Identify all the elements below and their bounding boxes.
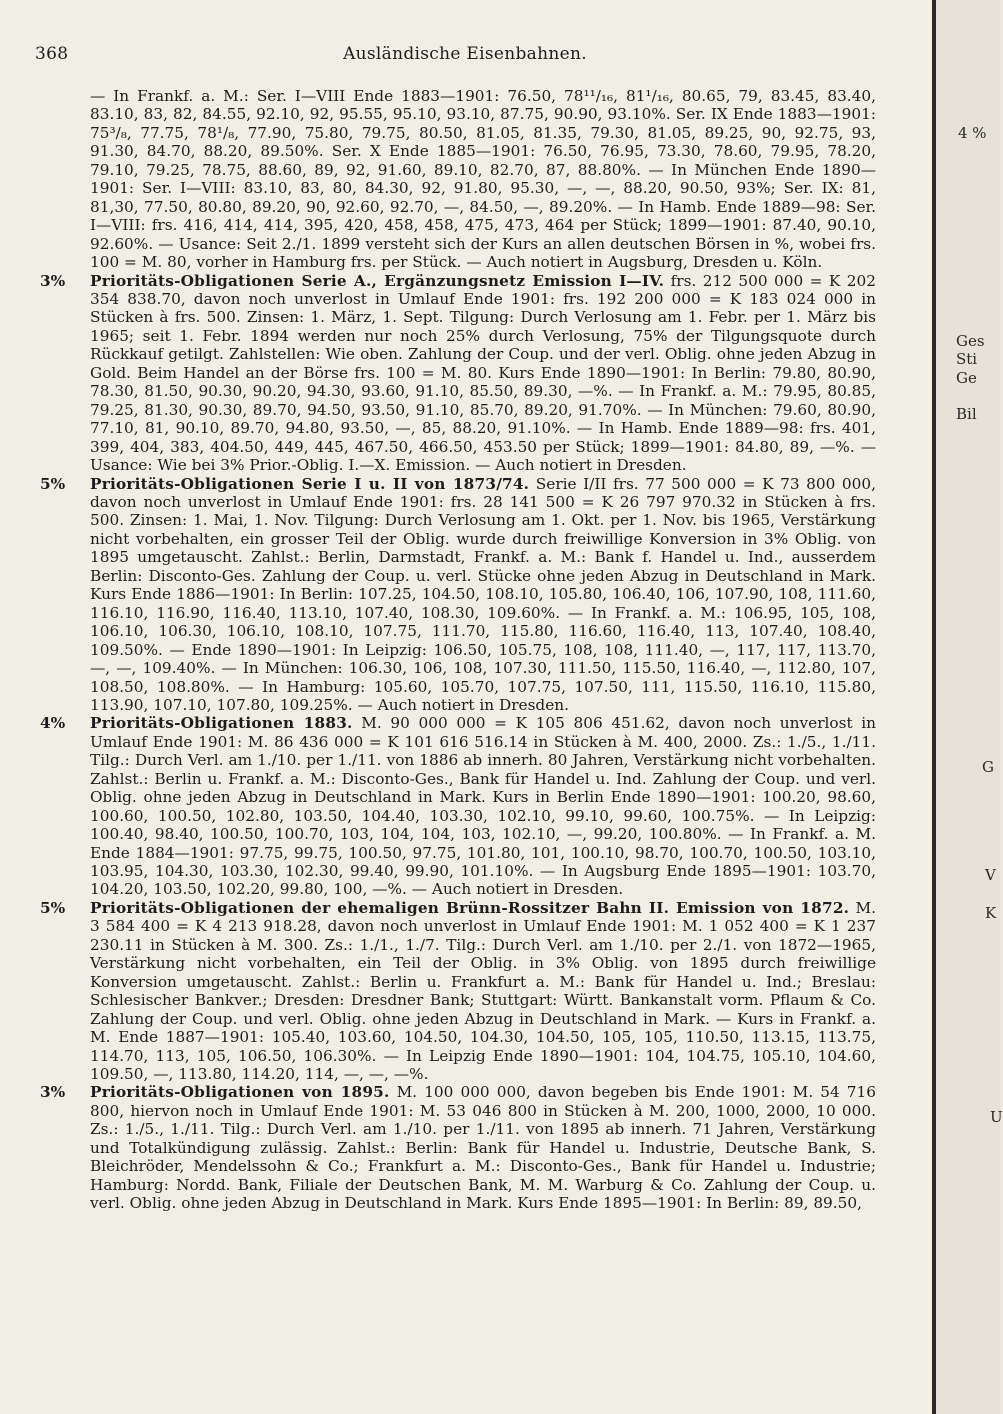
interest-rate: 3% <box>40 271 66 290</box>
margin-fragment: K <box>985 904 997 922</box>
margin-fragment: Bil <box>956 405 977 423</box>
entry-bond-1895 <box>40 1083 876 1212</box>
entry-text: frs. 212 500 000 = K 202 354 838.70, davon noch unverlost in Umlauf Ende 1901: frs. 192 200 000 = K 183 024 000 in Stücken à frs. 500. Zinsen: 1. März, 1. Sept. Tilgung: Durch Verlosung am 1. Febr. per 1. März bis 1965; seit 1. Febr. 1894 werden nur noch 25% durch Verlosung, 75% der Tilgungsquote durch Rückkauf getilgt. Zahlstellen: Wie oben. Zahlung der Coup. und der verl. Oblig. ohne jeden Abzug in Gold. Beim Handel an der Börse frs. 100 = M. 80. Kurs Ende 1890—1901: In Berlin: 79.80, 80.90, 78.30, 81.50, 90.30, 90.20, 94.30, 93.60, 91.10, 85.50, 89.30, —%. — In Frankf. a. M.: 79.95, 80.85, 79.25, 81.30, 90.30, 89.70, 94.50, 93.50, 91.10, 85.70, 89.20, 91.70%. — In München: 79.60, 80.90, 77.10, 81, 90.10, 89.70, 94.80, 93.50, —, 85, 88.20, 91.10%. — In Hamb. Ende 1889—98: frs. 401, 399, 404, 383, 404.50, 449, 445, 467.50, 466.50, 453.50 per Stück; 1899—1901: 84.80, 89, —%. — Usance: Wie bei 3% Prior.-Oblig. I.—X. Emission. — Auch notiert in Dresden. <box>90 271 876 475</box>
entry-text: — In Frankf. a. M.: Ser. I—VIII Ende 1883—1901: 76.50, 78¹¹/₁₆, 81¹/₁₆, 80.65, 79, 83.45, 83.40, 83.10, 83, 82, 84.55, 92.10, 92, 95.55, 95.10, 93.10, 87.75, 90.90, 93.10%. Ser. IX Ende 1883—1901: 75³/₈, 77.75, 78¹/₈, 77.90, 75.80, 79.75, 80.50, 81.05, 81.35, 79.30, 81.05, 89.25, 90, 92.75, 93, 91.30, 84.70, 88.20, 89.50%. Ser. X Ende 1885—1901: 76.50, 76.95, 73.30, 78.60, 79.95, 78.20, 79.10, 79.25, 78.75, 88.60, 89, 92, 91.60, 89.10, 82.70, 87, 88.80%. — In München Ende 1890—1901: Ser. I—VIII: 83.10, 83, 80, 84.30, 92, 91.80, 95.30, —, —, 88.20, 90.50, 93%; Ser. IX: 81, 81,30, 77.50, 80.80, 89.20, 90, 92.60, 92.70, —, 84.50, —, 89.20%. — In Hamb. Ende 1889—98: Ser. I—VIII: frs. 416, 414, 414, 395, 420, 458, 458, 475, 473, 464 per Stück; 1899—1901: 87.40, 90.10, 92.60%. — Usance: Seit 2./1. 1899 versteht sich der Kurs an allen deutschen Börsen in %, wobei frs. 100 = M. 80, vorher in Hamburg frs. per Stück. — Auch notiert in Augsburg, Dresden u. Köln. <box>90 87 876 272</box>
running-title: Ausländische Eisenbahnen. <box>343 44 587 64</box>
bond-heading: Prioritäts-Obligationen der ehemaligen Brünn-Rossitzer Bahn II. Emission von 1872. <box>90 898 850 917</box>
bond-heading: Prioritäts-Obligationen von 1895. <box>90 1083 390 1102</box>
margin-fragment: U <box>990 1108 1003 1126</box>
bond-heading: Prioritäts-Obligationen Serie A., Ergänzungsnetz Emission I—IV. <box>90 271 665 290</box>
entry-bond-serie-1-2 <box>40 475 876 715</box>
margin-fragment: V <box>985 866 996 884</box>
entry-continuation <box>40 87 876 272</box>
interest-rate: 5% <box>40 474 66 493</box>
entry-bond-bruenn-rossitz <box>40 899 876 1084</box>
interest-rate: 4% <box>40 714 66 733</box>
interest-rate: 3% <box>40 1083 66 1102</box>
bond-heading: Prioritäts-Obligationen 1883. <box>90 714 353 733</box>
margin-fragment: Ge <box>956 369 977 387</box>
bond-heading: Prioritäts-Obligationen Serie I u. II von 1873/74. <box>90 474 530 493</box>
margin-fragment: Sti <box>956 350 978 368</box>
entry-text: Serie I/II frs. 77 500 000 = K 73 800 000, davon noch unverlost in Umlauf Ende 1901: frs. 28 141 500 = K 26 797 970.32 in Stücken à frs. 500. Zinsen: 1. Mai, 1. Nov. Tilgung: Durch Verlosung am 1. Okt. per 1. Nov. bis 1965, Verstärkung nicht vorbehalten, ein grosser Teil der Oblig. wurde durch freiwillige Konversion in 3% Oblig. von 1895 umgetauscht. Zahlst.: Berlin, Darmstadt, Frankf. a. M.: Bank f. Handel u. Ind., ausserdem Berlin: Disconto-Ges. Zahlung der Coup. u. verl. Stücke ohne jeden Abzug in Deutschland in Mark. Kurs Ende 1886—1901: In Berlin: 107.25, 104.50, 108.10, 105.80, 106.40, 106, 107.90, 108, 111.60, 116.10, 116.90, 116.40, 113.10, 107.40, 108.30, 109.60%. — In Frankf. a. M.: 106.95, 105, 108, 106.10, 106.30, 106.10, 108.10, 107.75, 111.70, 115.80, 116.60, 116.40, 113, 107.40, 108.40, 109.50%. — Ende 1890—1901: In Leipzig: 106.50, 105.75, 108, 108, 111.40, —, 117, 117, 113.70, —, —, 109.40%. — In München: 106.30, 106, 108, 107.30, 111.50, 115.50, 116.40, —, 112.80, 107, 108.50, 108.80%. — In Hamburg: 105.60, 105.70, 107.75, 107.50, 111, 115.50, 116.10, 115.80, 113.90, 107.10, 107.80, 109.25%. — Auch notiert in Dresden. <box>90 474 876 714</box>
page-header <box>35 44 895 70</box>
margin-fragment: Ges <box>956 332 985 350</box>
entry-text: M. 100 000 000, davon begeben bis Ende 1901: M. 54 716 800, hiervon noch in Umlauf Ende 1901: M. 53 046 800 in Stücken à M. 200, 1000, 2000, 10 000. Zs.: 1./5., 1./11. Tilg.: Durch Verl. am 1./10. per 1./11. von 1895 ab innerh. 71 Jahren, Verstärkung und Totalkündigung zulässig. Zahlst.: Berlin: Bank für Handel u. Industrie, Deutsche Bank, S. Bleichröder, Mendelssohn & Co.; Frankfurt a. M.: Disconto-Ges., Bank für Handel u. Industrie; Hamburg: Nordd. Bank, Filiale der Deutschen Bank, M. M. Warburg & Co. Zahlung der Coup. u. verl. Oblig. ohne jeden Abzug in Deutschland in Mark. Kurs Ende 1895—1901: In Berlin: 89, 89.50, <box>90 1083 876 1213</box>
interest-rate: 5% <box>40 898 66 917</box>
entry-bond-1883 <box>40 714 876 899</box>
entry-text: M. 3 584 400 = K 4 213 918.28, davon noch unverlost in Umlauf Ende 1901: M. 1 052 400 = K 1 237 230.11 in Stücken à M. 300. Zs.: 1./1., 1./7. Tilg.: Durch Verl. am 1./10. per 2./1. von 1872—1965, Verstärkung nicht vorbehalten, ein Teil der Oblig. in 3% Oblig. von 1895 durch freiwillige Konversion umgetauscht. Zahlst.: Berlin u. Frankfurt a. M.: Bank für Handel u. Ind.; Breslau: Schlesischer Bankver.; Dresden: Dresdner Bank; Stuttgart: Württ. Bankanstalt vorm. Pflaum & Co. Zahlung der Coup. und verl. Oblig. ohne jeden Abzug in Deutschland in Mark. — Kurs in Frankf. a. M. Ende 1887—1901: 105.40, 103.60, 104.50, 104.30, 104.50, 105, 105, 110.50, 113.15, 113.75, 114.70, 113, 105, 106.50, 106.30%. — In Leipzig Ende 1890—1901: 104, 104.75, 105.10, 104.60, 109.50, —, 113.80, 114.20, 114, —, —, —%. <box>90 898 876 1084</box>
page-number: 368 <box>35 44 69 64</box>
entry-text: M. 90 000 000 = K 105 806 451.62, davon noch unverlost in Umlauf Ende 1901: M. 86 436 000 = K 101 616 516.14 in Stücken à M. 400, 2000. Zs.: 1./5., 1./11. Tilg.: Durch Verl. am 1./10. per 1./11. von 1886 ab innerh. 80 Jahren, Verstärkung nicht vorbehalten. Zahlst.: Berlin u. Frankf. a. M.: Disconto-Ges., Bank für Handel u. Ind. Zahlung der Coup. und verl. Oblig. ohne jeden Abzug in Deutschland in Mark. Kurs in Berlin Ende 1890—1901: 100.20, 98.60, 100.60, 100.50, 102.80, 103.50, 104.40, 103.30, 102.10, 99.10, 99.60, 100.75%. — In Leipzig: 100.40, 98.40, 100.50, 100.70, 103, 104, 104, 103, 102.10, —, 99.20, 100.80%. — In Frankf. a. M. Ende 1884—1901: 97.75, 99.75, 100.50, 97.75, 101.80, 101, 100.10, 98.70, 100.70, 100.50, 103.10, 103.95, 104.30, 103.30, 102.30, 99.40, 99.90, 101.10%. — In Augsburg Ende 1895—1901: 103.70, 104.20, 103.50, 102.20, 99.80, 100, —%. — Auch notiert in Dresden. <box>90 714 876 899</box>
margin-fragment: G <box>982 758 994 776</box>
page-body <box>40 87 876 1213</box>
entry-bond-serie-a <box>40 272 876 475</box>
adjacent-page-edge <box>936 0 1000 1414</box>
margin-fragment: 4 % <box>958 124 987 142</box>
